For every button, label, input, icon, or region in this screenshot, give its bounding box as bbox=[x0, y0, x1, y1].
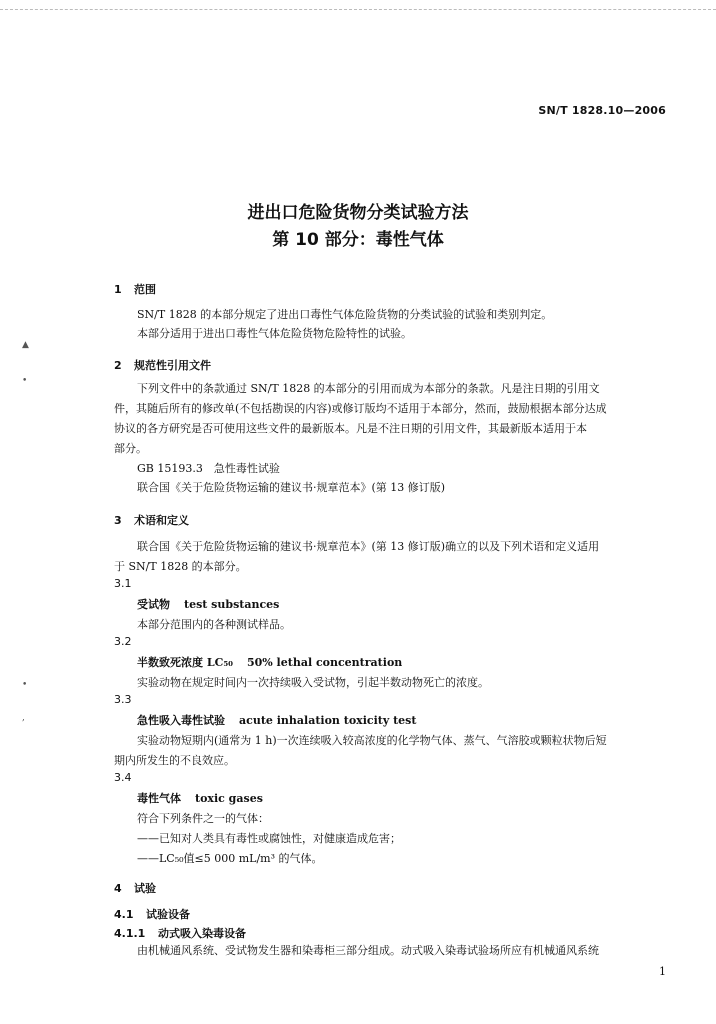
term-heading: 半数致死浓度 LC₅₀ 50% lethal concentration bbox=[137, 656, 403, 669]
term-number: 3.3 bbox=[114, 693, 132, 706]
paragraph-line: 于 SN/T 1828 的本部分。 bbox=[114, 560, 247, 573]
term-number: 3.4 bbox=[114, 771, 132, 784]
reference-item: 联合国《关于危险货物运输的建议书·规章范本》(第 13 修订版) bbox=[137, 481, 446, 494]
section-2-heading: 2 规范性引用文件 bbox=[114, 359, 211, 372]
term-heading: 受试物 test substances bbox=[137, 598, 280, 611]
paragraph-line: 联合国《关于危险货物运输的建议书·规章范本》(第 13 修订版)确立的以及下列术语和定义适用 bbox=[137, 540, 600, 553]
paragraph-line: 协议的各方研究是否可使用这些文件的最新版本。凡是不注日期的引用文件，其最新版本适用于本 bbox=[114, 422, 587, 435]
section-3-heading: 3 术语和定义 bbox=[114, 514, 189, 527]
margin-mark: , bbox=[22, 713, 25, 723]
list-item: ——已知对人类具有毒性或腐蚀性，对健康造成危害； bbox=[137, 832, 401, 845]
scan-edge-line bbox=[0, 9, 716, 10]
margin-mark: ▲ bbox=[22, 340, 29, 350]
paragraph-line: 由机械通风系统、受试物发生器和染毒柜三部分组成。动式吸入染毒试验场所应有机械通风系统 bbox=[137, 944, 599, 957]
subsubsection-heading: 4.1.1 动式吸入染毒设备 bbox=[114, 927, 246, 940]
term-definition-line: 期内所发生的不良效应。 bbox=[114, 754, 235, 767]
section-4-heading: 4 试验 bbox=[114, 882, 156, 895]
document-subtitle: 第 10 部分：毒性气体 bbox=[272, 230, 444, 250]
margin-mark: • bbox=[22, 680, 28, 690]
paragraph-line: 下列文件中的条款通过 SN/T 1828 的本部分的引用而成为本部分的条款。凡是注日期的引用文 bbox=[137, 382, 600, 395]
list-item: ——LC₅₀值≤5 000 mL/m³ 的气体。 bbox=[137, 852, 323, 865]
term-definition: 本部分范围内的各种测试样品。 bbox=[137, 618, 291, 631]
margin-mark: • bbox=[22, 376, 28, 386]
term-definition: 实验动物在规定时间内一次持续吸入受试物，引起半数动物死亡的浓度。 bbox=[137, 676, 489, 689]
document-title: 进出口危险货物分类试验方法 bbox=[247, 203, 469, 223]
term-number: 3.1 bbox=[114, 577, 132, 590]
reference-item: GB 15193.3 急性毒性试验 bbox=[137, 462, 280, 475]
paragraph: 本部分适用于进出口毒性气体危险货物危险特性的试验。 bbox=[137, 327, 412, 340]
paragraph-line: 件，其随后所有的修改单(不包括勘误的内容)或修订版均不适用于本部分，然而，鼓励根据本部分达成 bbox=[114, 402, 607, 415]
page-number: 1 bbox=[659, 965, 666, 978]
term-number: 3.2 bbox=[114, 635, 132, 648]
term-heading: 急性吸入毒性试验 acute inhalation toxicity test bbox=[137, 714, 417, 727]
paragraph-line: 部分。 bbox=[114, 442, 147, 455]
term-definition: 符合下列条件之一的气体： bbox=[137, 812, 269, 825]
paragraph: SN/T 1828 的本部分规定了进出口毒性气体危险货物的分类试验的试验和类别判定。 bbox=[137, 308, 553, 321]
subsection-heading: 4.1 试验设备 bbox=[114, 908, 190, 921]
term-heading: 毒性气体 toxic gases bbox=[137, 792, 263, 805]
term-definition-line: 实验动物短期内(通常为 1 h)一次连续吸入较高浓度的化学物气体、蒸气、气溶胶或颗粒状物后短 bbox=[137, 734, 607, 747]
section-1-heading: 1 范围 bbox=[114, 283, 156, 296]
standard-number: SN/T 1828.10—2006 bbox=[538, 104, 666, 117]
